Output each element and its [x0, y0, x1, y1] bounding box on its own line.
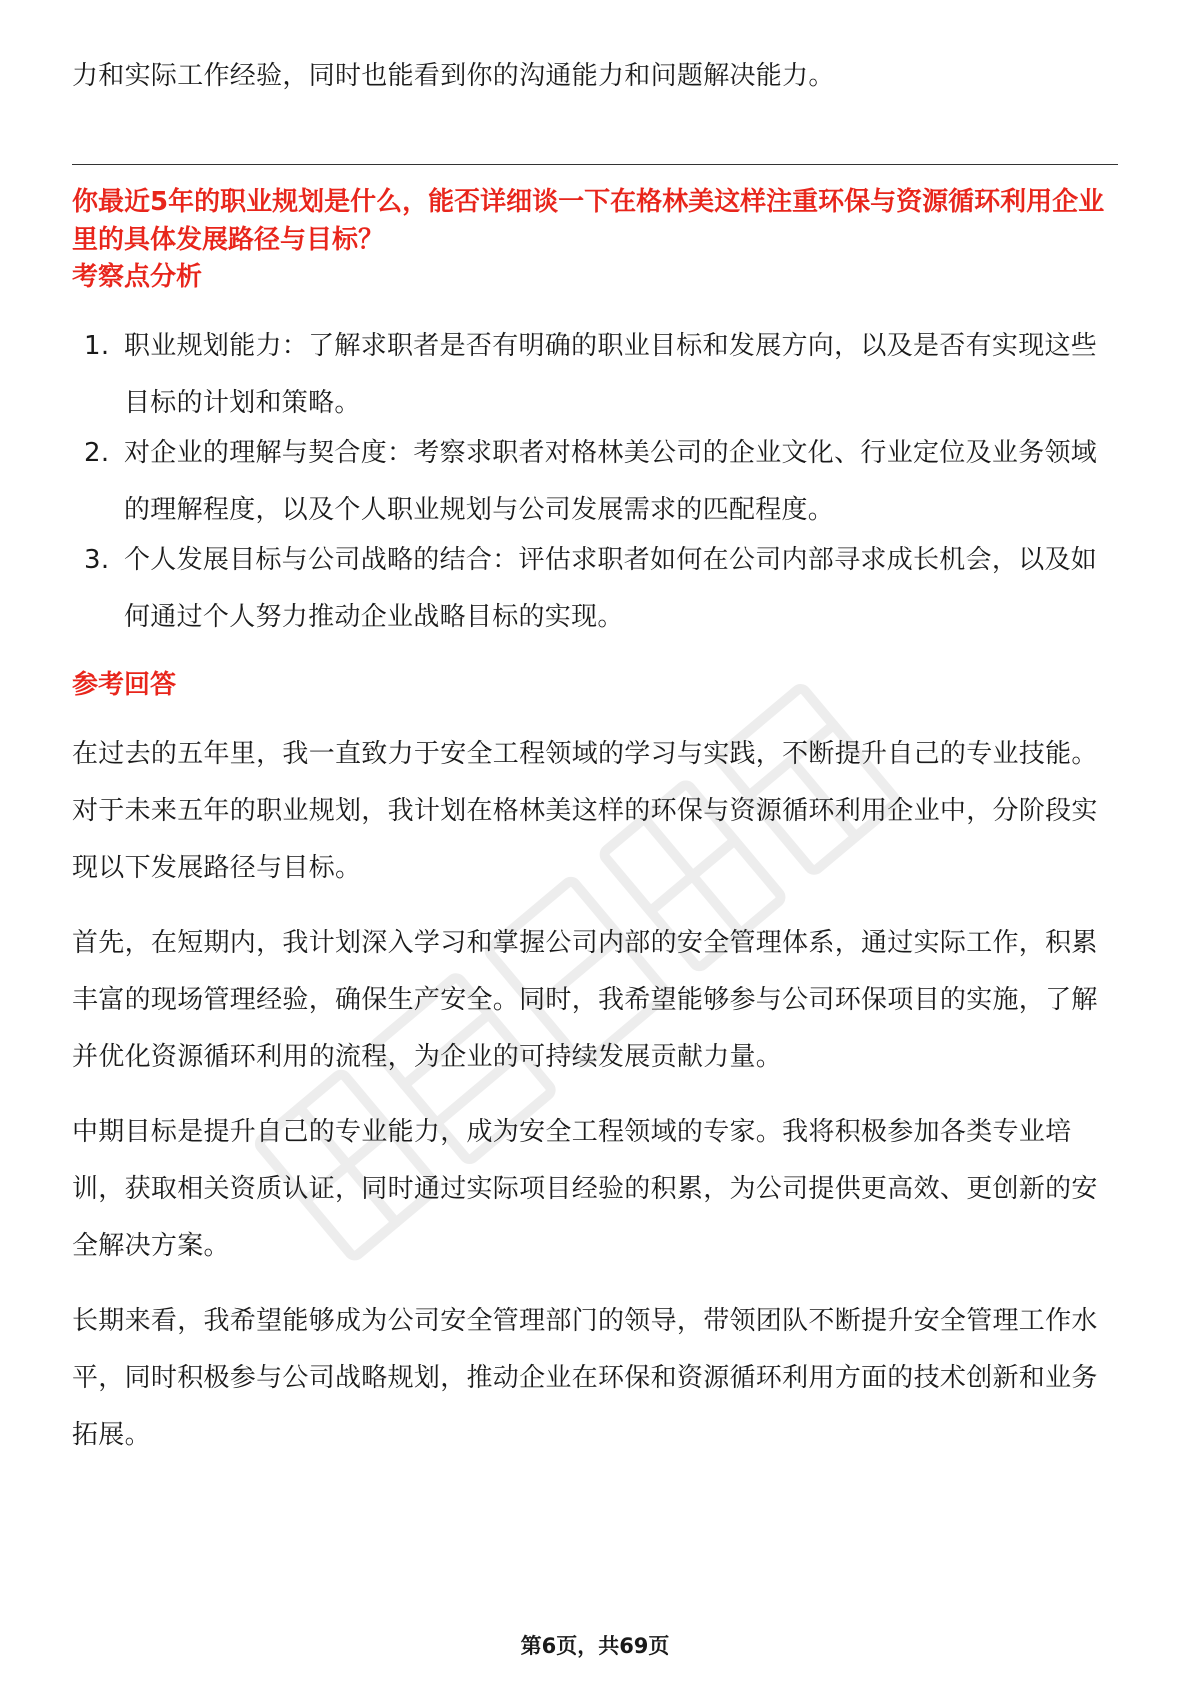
answer-paragraph: 长期来看，我希望能够成为公司安全管理部门的领导，带领团队不断提升安全管理工作水平，同时积极参与公司战略规划，推动企业在环保和资源循环利用方面的技术创新和业务拓展。 [72, 1306, 1098, 1450]
analysis-list-item [84, 532, 1118, 646]
analysis-list-item [84, 318, 1118, 432]
question-heading: 你最近5年的职业规划是什么，能否详细谈一下在格林美这样注重环保与资源循环利用企业里的具体发展路径与目标？ [72, 187, 1105, 255]
page-number-footer: 第6页，共69页 [520, 1634, 670, 1658]
section-divider [72, 164, 1118, 165]
list-item-number: 1. [84, 331, 110, 361]
answer-paragraph: 中期目标是提升自己的专业能力，成为安全工程领域的专家。我将积极参加各类专业培训，获取相关资质认证，同时通过实际项目经验的积累，为公司提供更高效、更创新的安全解决方案。 [72, 1117, 1098, 1261]
answer-paragraph: 在过去的五年里，我一直致力于安全工程领域的学习与实践，不断提升自己的专业技能。对于未来五年的职业规划，我计划在格林美这样的环保与资源循环利用企业中，分阶段实现以下发展路径与目标。 [72, 739, 1098, 883]
list-item-number: 3. [84, 545, 110, 575]
analysis-list-item [84, 425, 1118, 539]
answer-heading: 参考回答 [72, 670, 177, 700]
list-item-text: 对企业的理解与契合度：考察求职者对格林美公司的企业文化、行业定位及业务领域的理解程度，以及个人职业规划与公司发展需求的匹配程度。 [124, 438, 1098, 525]
intro-tail-text: 力和实际工作经验，同时也能看到你的沟通能力和问题解决能力。 [72, 61, 835, 91]
list-item-text: 个人发展目标与公司战略的结合：评估求职者如何在公司内部寻求成长机会，以及如何通过个人努力推动企业战略目标的实现。 [124, 545, 1098, 632]
answer-paragraph: 首先，在短期内，我计划深入学习和掌握公司内部的安全管理体系，通过实际工作，积累丰富的现场管理经验，确保生产安全。同时，我希望能够参与公司环保项目的实施，了解并优化资源循环利用的流程，为企业的可持续发展贡献力量。 [72, 928, 1098, 1072]
analysis-heading: 考察点分析 [72, 262, 203, 292]
list-item-number: 2. [84, 438, 110, 468]
list-item-text: 职业规划能力：了解求职者是否有明确的职业目标和发展方向，以及是否有实现这些目标的计划和策略。 [124, 331, 1098, 418]
